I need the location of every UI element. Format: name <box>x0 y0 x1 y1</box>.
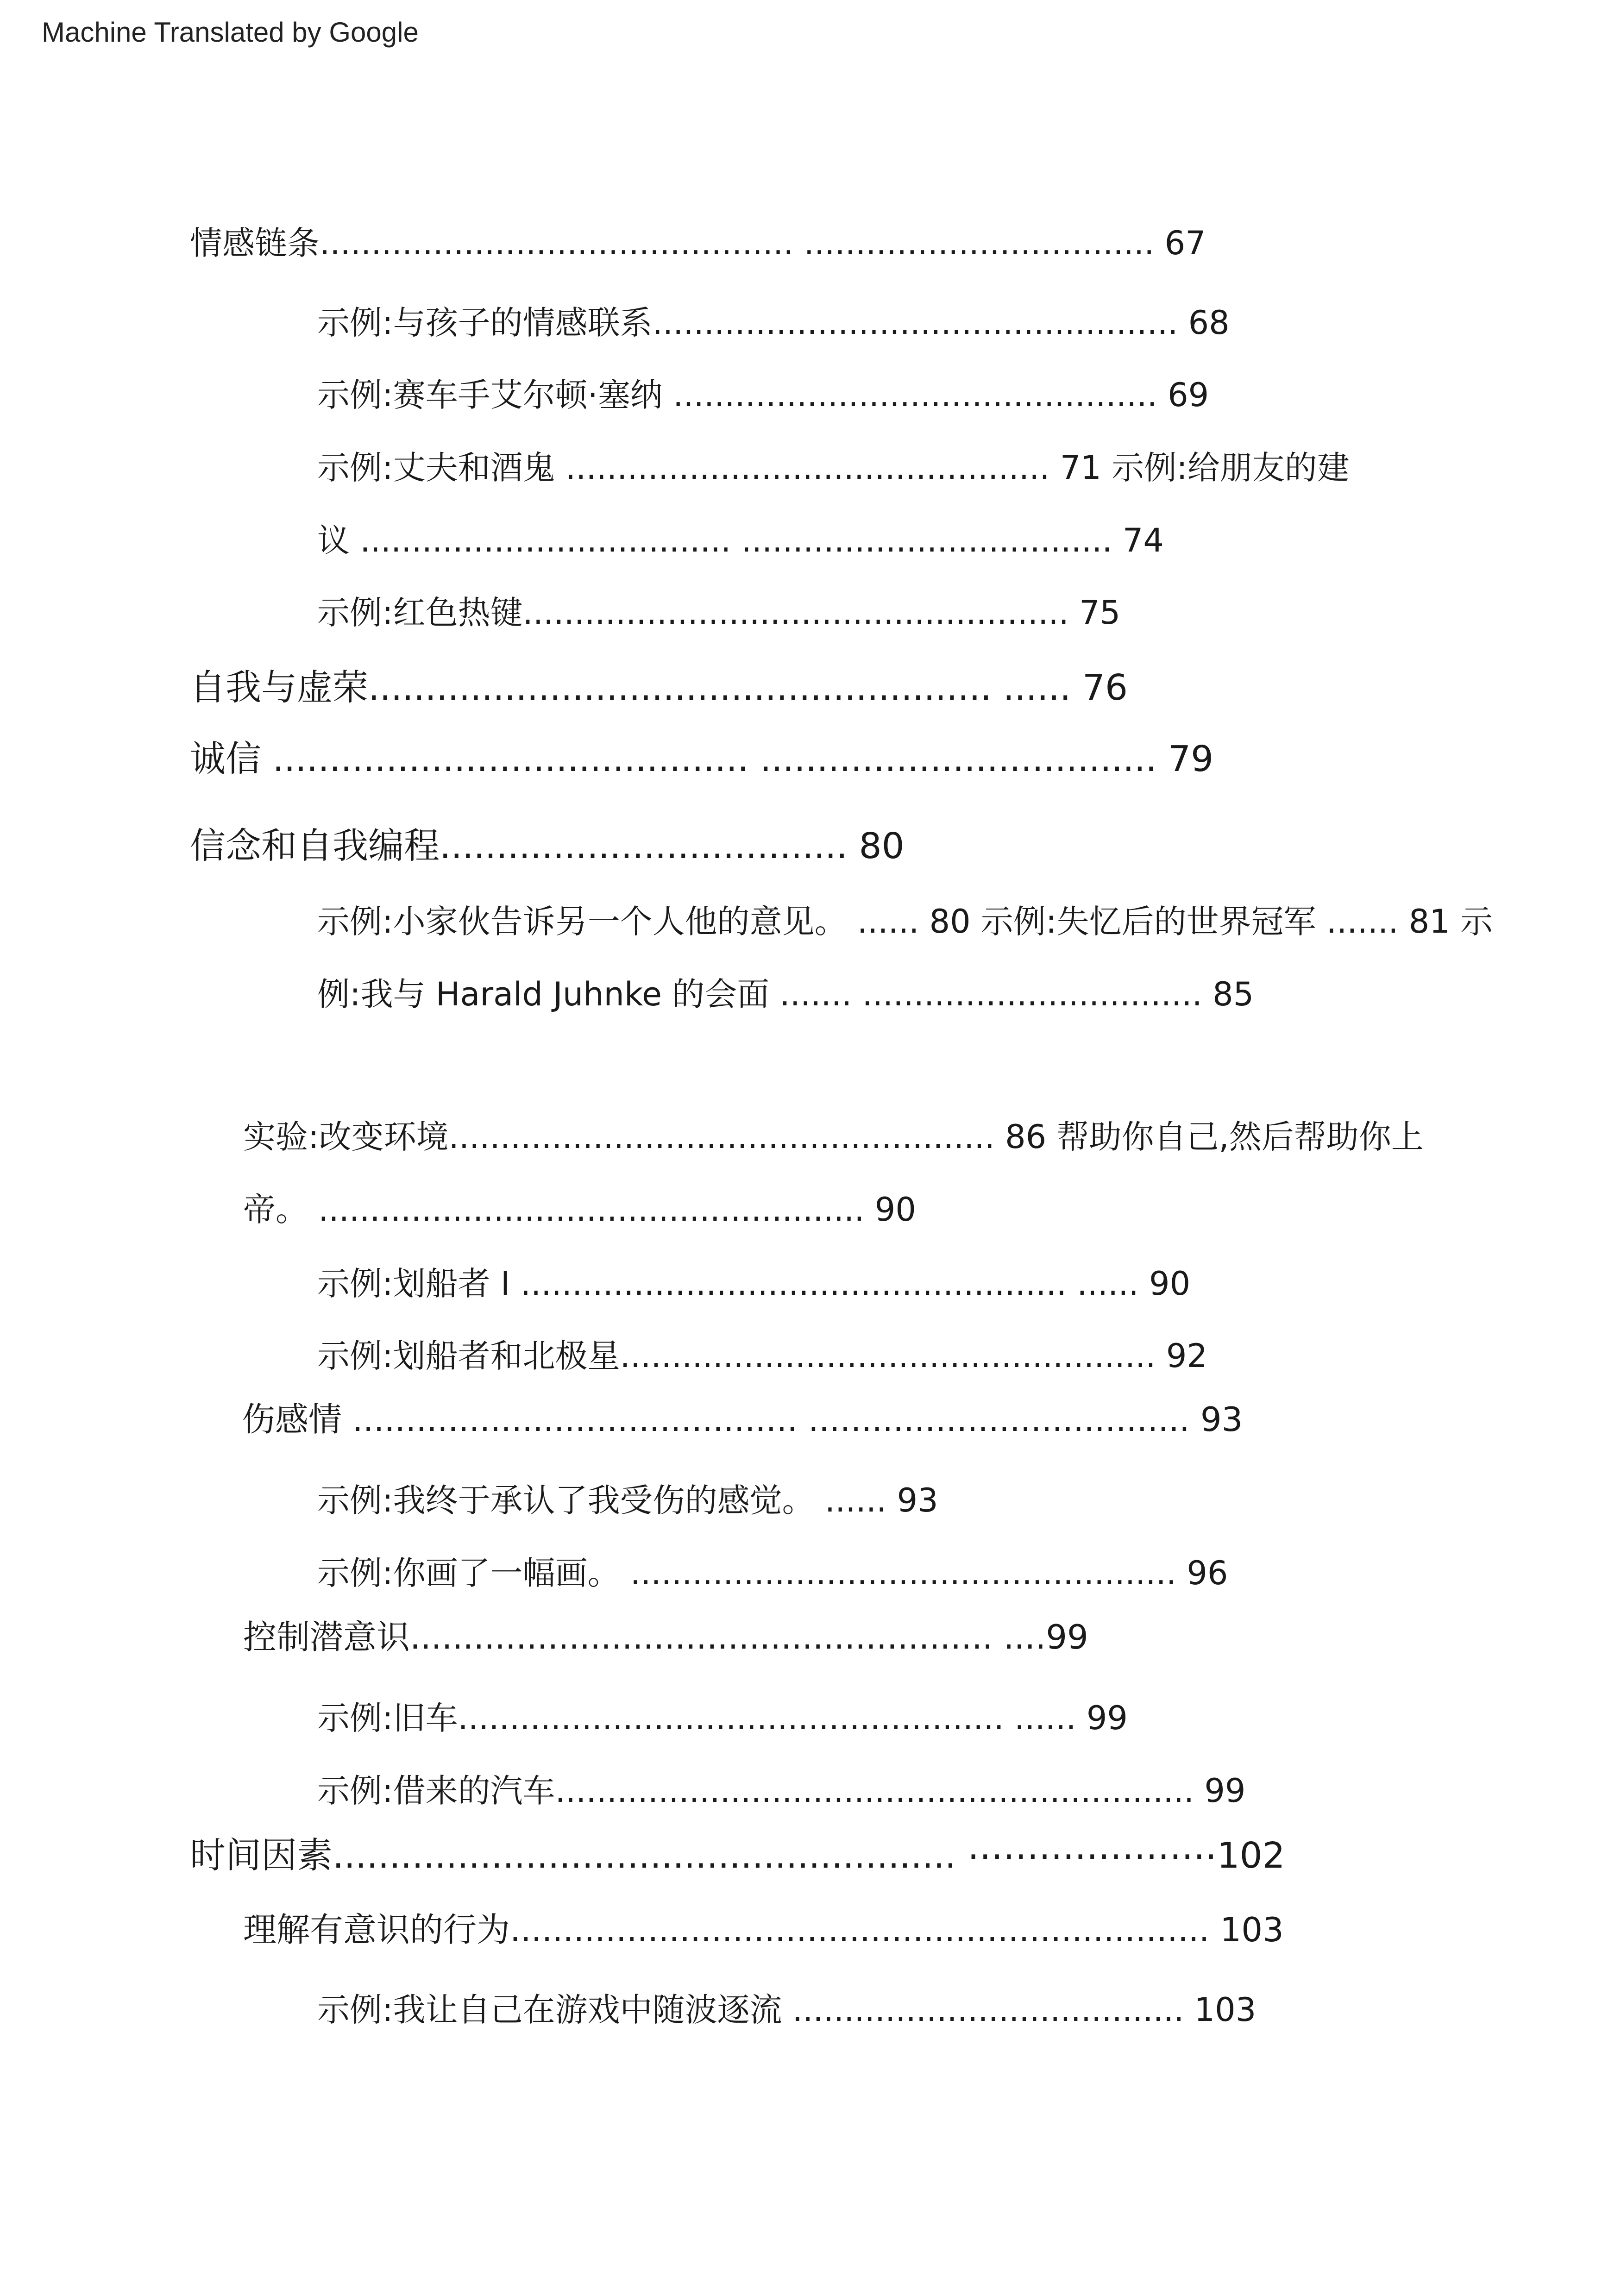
machine-translation-banner: Machine Translated by Google <box>42 17 419 48</box>
toc-entry-example-advice-cont: 议 .................................... .................................... 74 <box>317 521 1164 559</box>
toc-entry-integrity: 诚信 .......................................... ................................... 79 <box>190 739 1214 780</box>
toc-entry-example-admitted-hurt: 示例:我终于承认了我受伤的感觉。 ...... 93 <box>317 1481 938 1519</box>
toc-entry-example-rower-north-star: 示例:划船者和北极星.................................................... 92 <box>317 1337 1207 1375</box>
toc-entry-example-red-hot-key: 示例:红色热键..................................................... 75 <box>317 594 1121 632</box>
toc-entry-hurt-feelings: 伤感情 .......................................... .................................... 93 <box>242 1400 1243 1439</box>
toc-entry-emotional-chain: 情感链条.............................................. .................................. 67 <box>190 224 1206 262</box>
toc-entry-example-little-guy: 示例:小家伙告诉另一个人他的意见。 ...... 80 示例:失忆后的世界冠军 ....... 81 示 <box>317 903 1493 941</box>
toc-entry-example-rower-1: 示例:划船者 I ..................................................... ...... 90 <box>317 1265 1191 1303</box>
toc-entry-example-child-bond: 示例:与孩子的情感联系................................................... 68 <box>317 304 1230 342</box>
toc-entry-example-painting: 示例:你画了一幅画。 ..................................................... 96 <box>317 1554 1228 1592</box>
toc-entry-belief-self-programming: 信念和自我编程.................................... 80 <box>190 826 905 867</box>
toc-entry-ego-vanity: 自我与虚荣....................................................... ...... 76 <box>190 667 1128 709</box>
toc-entry-example-juhnke-cont: 例:我与 Harald Juhnke 的会面 ....... ................................. 85 <box>317 975 1254 1013</box>
toc-entry-example-senna: 示例:赛车手艾尔顿·塞纳 ............................................... 69 <box>317 376 1209 414</box>
toc-entry-control-subconscious: 控制潜意识....................................................... ....99 <box>243 1618 1088 1656</box>
toc-entry-experiment-environment: 实验:改变环境..................................................... 86 帮助你自己,然后帮助你上 <box>243 1118 1424 1156</box>
toc-entry-time-factor: 时间因素....................................................... ⋯⋯⋯⋯⋯⋯⋯102 <box>190 1835 1285 1876</box>
toc-entry-example-husband: 示例:丈夫和酒鬼 ............................................... 71 示例:给朋友的建 <box>317 449 1350 487</box>
toc-entry-conscious-action: 理解有意识的行为.................................................................. 103 <box>243 1910 1284 1949</box>
toc-entry-example-old-car: 示例:旧车..................................................... ...... 99 <box>317 1699 1128 1737</box>
toc-entry-example-go-with-flow: 示例:我让自己在游戏中随波逐流 ...................................... 103 <box>317 1991 1257 2029</box>
toc-entry-example-borrowed-car: 示例:借来的汽车.............................................................. 99 <box>317 1772 1246 1810</box>
toc-entry-help-yourself-cont: 帝。 ..................................................... 90 <box>243 1191 916 1229</box>
